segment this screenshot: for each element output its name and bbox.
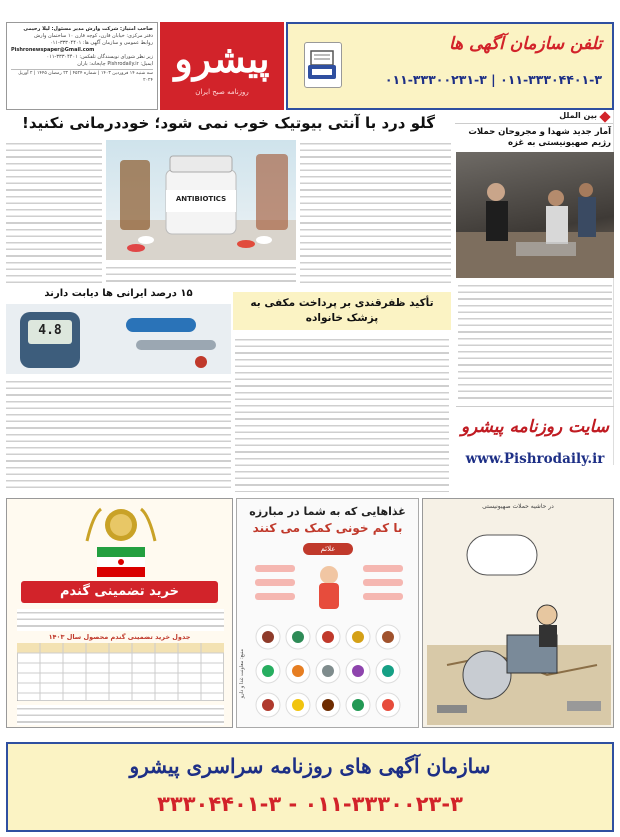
symptoms-badge: علائم <box>303 543 353 555</box>
food-ad <box>236 498 419 728</box>
glucose-meter-photo <box>6 304 231 374</box>
section-title: بین الملل <box>559 111 597 120</box>
newspaper-logo: پیشرو <box>174 36 270 81</box>
ad-title: تلفن سازمان آگهی ها <box>448 34 602 54</box>
ad-phone: ۰۱۱-۳۳۳۰۴۴۰۱-۳ | ۰۱۱-۳۳۳۰۰۲۳۱-۳ <box>384 72 602 87</box>
info-line: روابط عمومی و سازمان آگهی ها: ۳۳۳۰۴۴۰۱-۰۱۱ <box>49 40 153 46</box>
diabetes-headline: ۱۵ درصد ایرانی ها دیابت دارند <box>44 288 193 299</box>
cartoon-drawing <box>427 515 611 725</box>
wheat-title: خرید تضمینی گندم <box>21 581 218 603</box>
doctor-headline-box <box>233 292 451 330</box>
food-ad-side-label: منبع: معاونت غذا و دارو <box>239 649 245 699</box>
info-email: Pishronewspaper@Gmail.com <box>11 47 95 53</box>
side-headline: آمار جدید شهدا و مجروحان حملات رژیم صهیونیستی به غزه <box>468 127 611 148</box>
wheat-emblem <box>81 505 161 545</box>
info-line: ایمیل: Pishrodaily.ir چاپخانه: باران <box>77 61 153 67</box>
meter-reading: 4.8 <box>38 323 62 338</box>
diabetes-article <box>6 288 231 496</box>
main-article <box>6 114 451 286</box>
bottle-label: ANTIBIOTICS <box>175 195 227 203</box>
issue-date: سه شنبه ۱۴ فروردین ۱۴۰۳ | شماره ۴۵۲۴ | ۲۲ رمضان ۱۴۴۵ | ۲ آوریل ۲۰۲۴ <box>11 69 153 84</box>
cartoon-ad <box>422 498 614 728</box>
doctor-article <box>233 292 451 496</box>
food-title-2: با کم خونی کمک می کنند <box>252 521 403 535</box>
gaza-photo <box>456 152 614 278</box>
side-article <box>456 110 614 465</box>
site-ad-title: سایت روزنامه پیشرو <box>460 417 610 437</box>
logo-subtitle: روزنامه صبح ایران <box>195 88 249 96</box>
info-line: صاحب امتیاز: شرکت وارش مدیر مسئول: لیلا رحیمی <box>23 26 153 32</box>
wheat-notes <box>17 705 224 725</box>
article-body-right <box>300 140 451 286</box>
article-body-left <box>6 140 102 286</box>
footer-title: سازمان آگهی های روزنامه سراسری پیشرو <box>129 754 491 778</box>
wheat-ad <box>6 498 233 728</box>
wheat-price-table <box>17 643 224 701</box>
site-ad <box>456 406 614 498</box>
fax-icon <box>304 42 342 88</box>
footer-phone: ۰۱۱-۳۳۳۰۰۲۳-۳ - ۳۳۳۰۴۴۰۱-۳ <box>157 792 463 816</box>
doctor-body <box>235 336 449 492</box>
footer-ad <box>6 742 614 832</box>
site-ad-url: www.Pishrodaily.ir <box>465 451 605 467</box>
antibiotics-photo <box>106 140 296 260</box>
article-headline: گلو درد با آنتی بیوتیک خوب نمی شود؛ خوددرمانی نکنید! <box>22 114 435 132</box>
side-body <box>458 282 612 402</box>
doctor-headline: تأکید ظفرقندی بر پرداخت مکفی به پزشک خانواده <box>250 297 434 324</box>
info-line: دفتر مرکزی: خیابان قارن، کوچه قارن ۱۰ ساختمان وارش <box>34 33 153 39</box>
wheat-intro <box>17 609 224 631</box>
publisher-info <box>6 22 158 110</box>
diamond-icon <box>599 111 610 122</box>
food-title-1: غذاهایی که به شما در مبارزه <box>249 505 406 518</box>
diabetes-body <box>6 378 231 490</box>
wheat-table-heading: جدول خرید تضمینی گندم محصول سال ۱۴۰۳ <box>48 633 191 641</box>
anemia-illustration <box>251 557 407 619</box>
logo-block <box>160 22 284 110</box>
ad-phone-box <box>286 22 614 110</box>
section-header <box>455 110 613 124</box>
info-line: زیر نظر شورای نویسندگان تلفکس: ۳۳۳۰۴۴۰۱-۰۱۱ <box>46 54 153 60</box>
masthead <box>6 22 614 110</box>
food-grid <box>253 623 405 723</box>
iran-flag-icon <box>97 547 145 577</box>
cartoon-caption: در حاشیه حملات صهیونیستی <box>482 503 554 510</box>
article-body-under-photo <box>106 264 296 286</box>
